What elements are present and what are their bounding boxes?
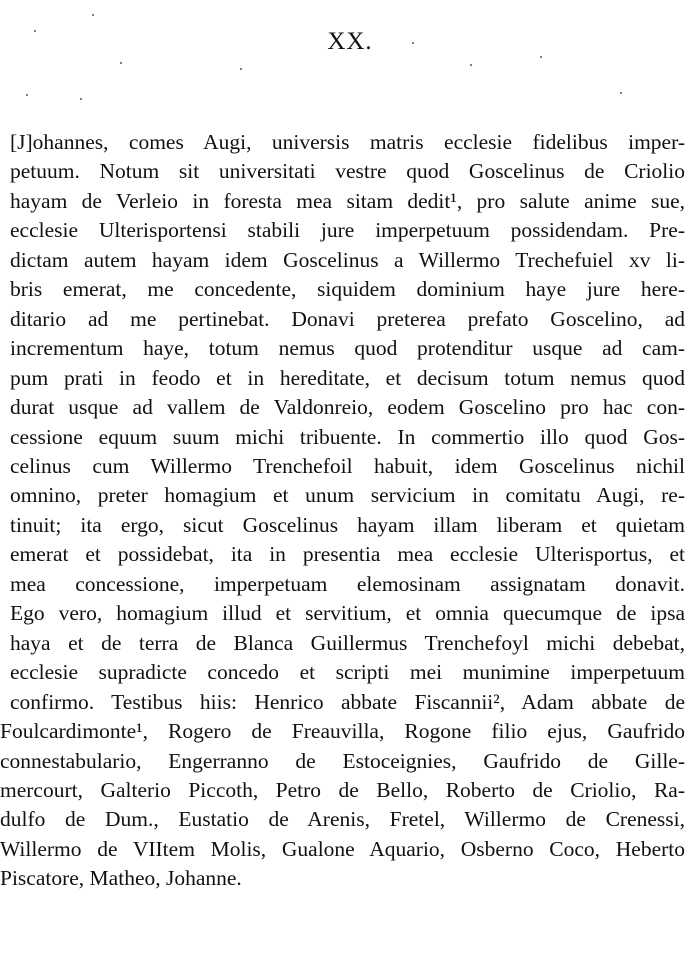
charter-number-heading: XX. [327, 28, 373, 55]
text-line: ecclesie Ulterisportensi stabili jure imperpetuum possidendam. Pre- [10, 218, 685, 243]
text-line: connestabulario, Engerranno de Estoceignies, Gaufrido de Gille- [0, 748, 685, 773]
text-line: incrementum haye, totum nemus quod protenditur usque ad cam- [10, 336, 685, 361]
text-line: durat usque ad vallem de Valdonreio, eodem Goscelino pro hac con- [10, 395, 685, 420]
text-line: ditario ad me pertinebat. Donavi preterea prefato Goscelino, ad [10, 306, 685, 331]
text-line: omnino, preter homagium et unum servicium in comitatu Augi, re- [10, 483, 685, 508]
text-line: Ego vero, homagium illud et servitium, et omnia quecumque de ipsa [10, 601, 685, 626]
scan-speck [80, 98, 82, 100]
text-line: dictam autem hayam idem Goscelinus a Willermo Trechefuiel xv li- [10, 247, 685, 272]
scan-speck [92, 14, 94, 16]
text-line: haya et de terra de Blanca Guillermus Trenchefoyl michi debebat, [10, 630, 685, 655]
scan-speck [540, 56, 542, 58]
text-line: mea concessione, imperpetuam elemosinam assignatam donavit. [10, 571, 685, 596]
charter-text [0, 128, 700, 894]
text-line: tinuit; ita ergo, sicut Goscelinus hayam illam liberam et quietam [10, 512, 685, 537]
scan-speck [240, 68, 242, 70]
scan-speck [470, 64, 472, 66]
text-line: Willermo de VIItem Molis, Gualone Aquario, Osberno Coco, Heberto [0, 836, 685, 861]
text-line: hayam de Verleio in foresta mea sitam dedit¹, pro salute anime sue, [10, 188, 685, 213]
text-line: dulfo de Dum., Eustatio de Arenis, Fretel, Willermo de Crenessi, [0, 807, 685, 832]
text-line: bris emerat, me concedente, siquidem dominium haye jure here- [10, 277, 685, 302]
scan-speck [620, 92, 622, 94]
text-line: ecclesie supradicte concedo et scripti mei munimine imperpetuum [10, 660, 685, 685]
scan-speck [120, 62, 122, 64]
text-line: mercourt, Galterio Piccoth, Petro de Bello, Roberto de Criolio, Ra- [0, 777, 685, 802]
text-line: [J]ohannes, comes Augi, universis matris ecclesie fidelibus imper- [10, 130, 685, 154]
text-line: emerat et possidebat, ita in presentia mea ecclesie Ulterisportus, et [10, 542, 685, 567]
text-line: petuum. Notum sit universitati vestre quod Goscelinus de Criolio [10, 159, 685, 184]
scan-speck [26, 94, 28, 96]
text-line: cessione equum suum michi tribuente. In commertio illo quod Gos- [10, 424, 685, 449]
text-line: confirmo. Testibus hiis: Henrico abbate Fiscannii², Adam abbate de [10, 689, 685, 714]
text-line: celinus cum Willermo Trenchefoil habuit, idem Goscelinus nichil [10, 453, 685, 478]
text-line: Foulcardimonte¹, Rogero de Freauvilla, Rogone filio ejus, Gaufrido [0, 719, 685, 744]
text-line: Piscatore, Matheo, Johanne. [0, 866, 242, 891]
text-line: pum prati in feodo et in hereditate, et decisum totum nemus quod [10, 365, 685, 390]
